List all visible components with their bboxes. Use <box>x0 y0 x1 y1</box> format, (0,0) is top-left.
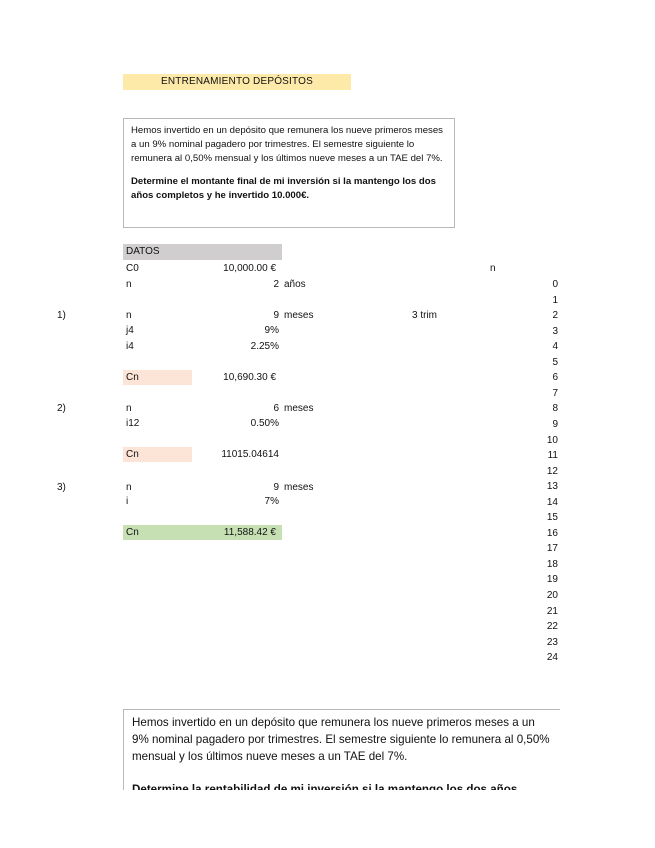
n-column-value: 19 <box>546 574 558 586</box>
step1-i4-value: 2.25% <box>250 341 279 352</box>
step1-j4-label: j4 <box>126 325 134 336</box>
sheet-title: ENTRENAMIENTO DEPÓSITOS <box>123 74 351 90</box>
n-column-value: 22 <box>546 621 558 633</box>
c0-value: 10,000.00 € <box>223 263 276 274</box>
n-column-value: 0 <box>552 279 558 290</box>
step1-trim-unit: trim <box>420 310 438 321</box>
step1-trim-value: 3 <box>412 310 418 321</box>
n-column-value: 21 <box>546 605 558 617</box>
step3-n-value: 9 <box>273 482 279 493</box>
step2-n-unit: meses <box>284 403 314 414</box>
n-column-header: n <box>490 263 496 274</box>
problem-question-amount: 10.000€. <box>271 189 310 201</box>
problem-statement-text: Hemos invertido en un depósito que remunera los nueve primeros meses a un 9% nominal pagadero por trimestres. El semestre siguiente lo remunera al 0,50% mensual y los últimos nueve meses a un TAE del 7%. <box>131 125 443 165</box>
step3-cn-value: 11,588.42 € <box>223 527 276 538</box>
problem-question <box>131 175 447 203</box>
n-column-value: 1 <box>552 294 558 306</box>
n-years-label: n <box>126 279 132 290</box>
step3-i-value: 7% <box>264 496 279 507</box>
step2-marker: 2) <box>57 403 66 414</box>
step2-i12-value: 0.50% <box>250 418 279 429</box>
step3-cn-row <box>123 525 282 540</box>
step3-cn-label: Cn <box>126 527 139 538</box>
n-column-value: 9 <box>552 418 558 430</box>
n-column-value: 8 <box>552 403 558 415</box>
step1-cn-value: 10,690.30 € <box>223 372 276 383</box>
n-years-value: 2 <box>273 279 279 290</box>
step2-cn-value: 11015.04614 <box>221 449 279 460</box>
c0-label: C0 <box>126 263 139 274</box>
step2-cn-label: Cn <box>123 447 192 462</box>
step2-i12-label: i12 <box>126 418 140 429</box>
problem-statement-box <box>123 118 455 228</box>
step1-n-label: n <box>126 310 132 321</box>
n-column-value: 4 <box>552 341 558 353</box>
step1-trim <box>412 309 437 323</box>
n-column-value: 6 <box>552 372 558 384</box>
step2-n-label: n <box>126 403 132 414</box>
n-column-value: 23 <box>546 636 558 648</box>
n-column-value: 3 <box>552 325 558 337</box>
page-bottom-margin <box>0 790 655 848</box>
step1-i4-label: i4 <box>126 341 134 352</box>
n-column-value: 17 <box>546 543 558 555</box>
problem2-statement-text: Hemos invertido en un depósito que remunera los nueve primeros meses a un 9% nominal pagadero por trimestres. El semestre siguiente lo remunera al 0,50% mensual y los últimos nueve meses a un TAE del 7%. <box>132 716 550 763</box>
step1-j4-value: 9% <box>264 325 279 336</box>
n-column-value: 15 <box>546 512 558 524</box>
step1-n-value: 9 <box>273 310 279 321</box>
n-column-value: 24 <box>546 652 558 664</box>
step3-marker: 3) <box>57 482 66 493</box>
step3-n-label: n <box>126 482 132 493</box>
n-column-value: 18 <box>546 558 558 570</box>
n-column-value: 2 <box>552 310 558 322</box>
datos-header: DATOS <box>123 244 282 260</box>
step3-n-unit: meses <box>284 482 314 493</box>
n-column-value: 16 <box>546 527 558 539</box>
n-years-unit: años <box>284 279 306 290</box>
n-column-value: 10 <box>546 434 558 446</box>
n-column-value: 13 <box>546 481 558 493</box>
step2-n-value: 6 <box>273 403 279 414</box>
n-column-value: 5 <box>552 356 558 368</box>
n-column-value: 7 <box>552 387 558 399</box>
step3-i-label: i <box>126 496 129 507</box>
n-column-value: 14 <box>546 496 558 508</box>
n-column-value: 11 <box>547 450 558 462</box>
step1-marker: 1) <box>57 310 66 321</box>
step1-cn-label: Cn <box>123 370 192 385</box>
step1-n-unit: meses <box>284 310 314 321</box>
problem-question-text: Determine el montante final de mi inversión si la mantengo los dos años completos y he invertido <box>131 175 436 201</box>
n-column-value: 20 <box>546 590 558 601</box>
n-column-value: 12 <box>546 465 558 477</box>
